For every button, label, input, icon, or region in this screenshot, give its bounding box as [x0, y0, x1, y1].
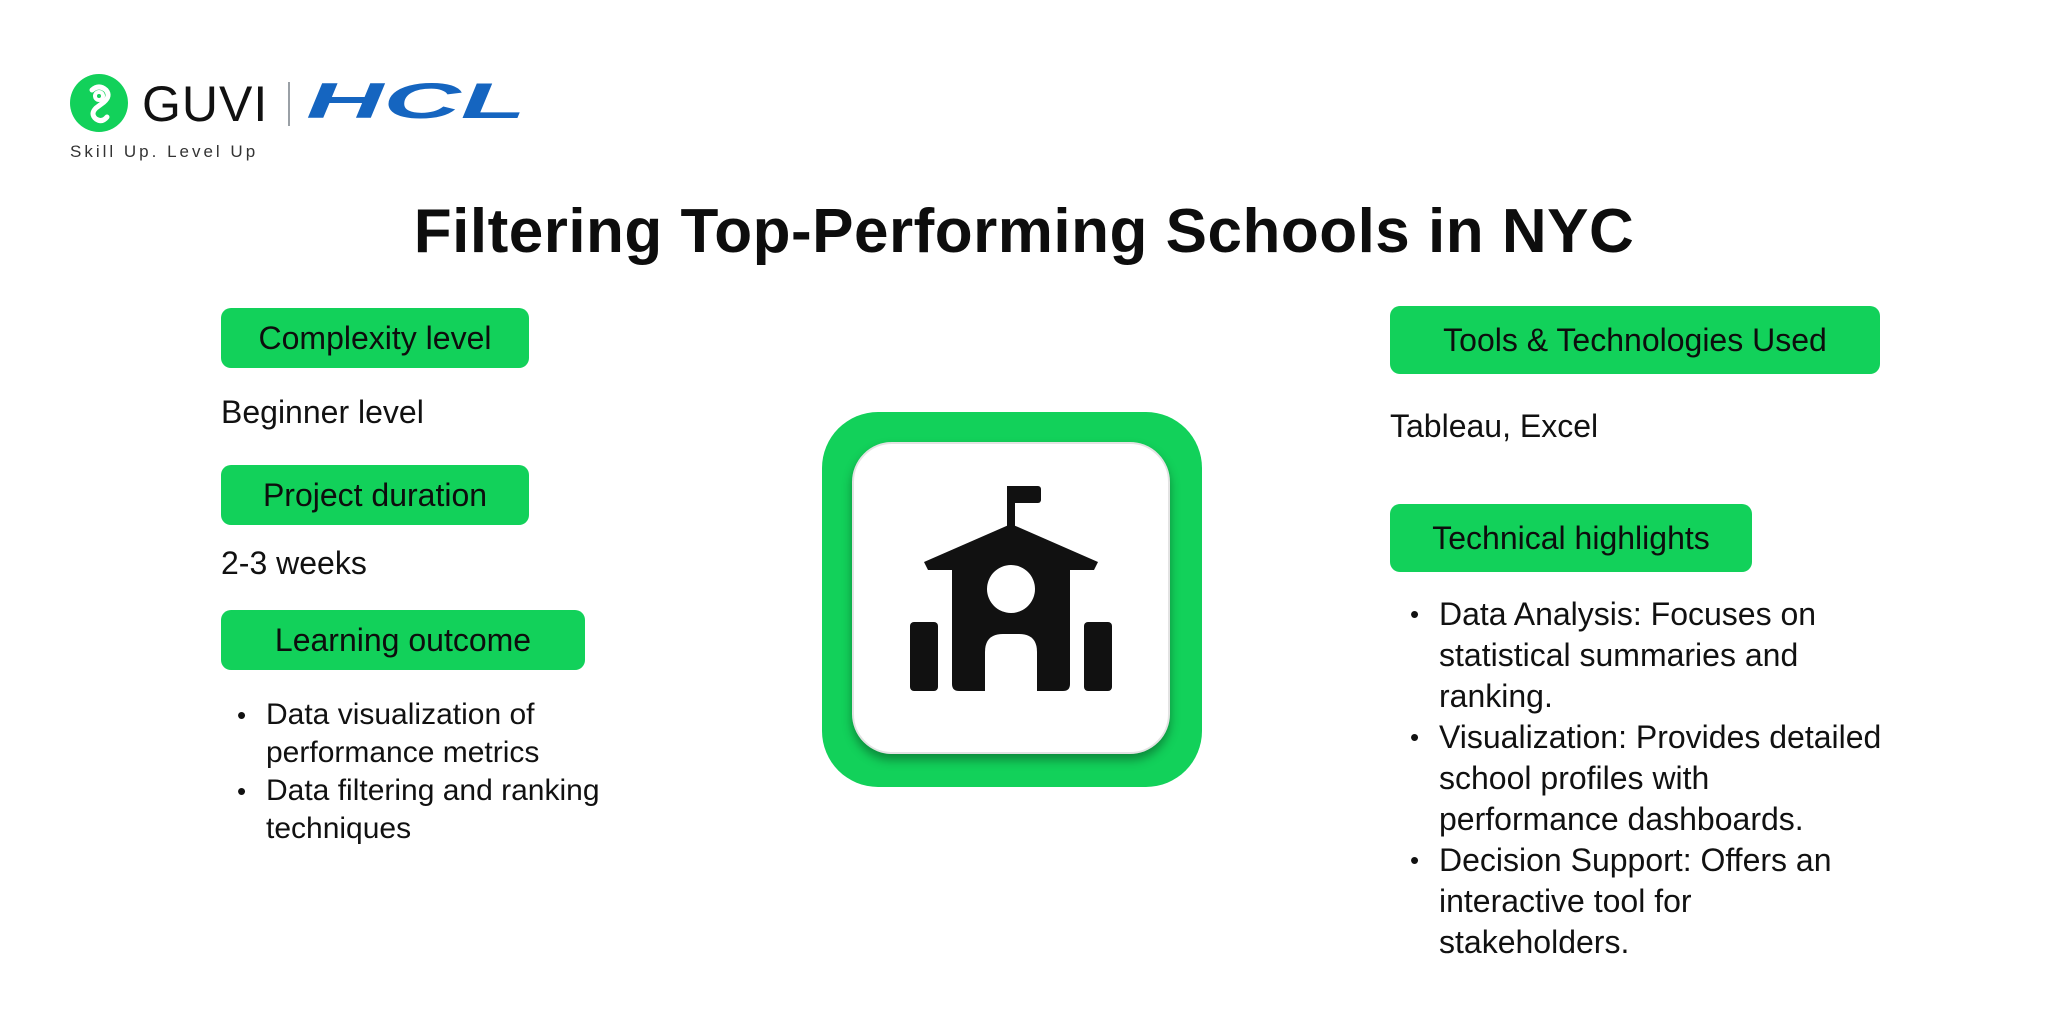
list-item: • Decision Support: Offers an interactive tool for stakeholders. — [1394, 840, 1954, 963]
school-building-icon — [854, 444, 1168, 752]
school-icon-tile — [822, 412, 1202, 787]
logo-divider — [288, 82, 290, 126]
project-duration-value: 2-3 weeks — [221, 545, 367, 581]
guvi-wordmark: GUVI — [142, 76, 269, 132]
brand-logo — [70, 74, 590, 164]
list-item: • Data filtering and ranking techniques — [221, 772, 741, 848]
complexity-level-badge: Complexity level — [221, 308, 529, 368]
list-item: • Visualization: Provides detailed school profiles with performance dashboards. — [1394, 717, 1954, 840]
project-duration-badge: Project duration — [221, 465, 529, 525]
brand-tagline: Skill Up. Level Up — [70, 142, 259, 161]
tools-technologies-badge: Tools & Technologies Used — [1390, 306, 1880, 374]
page-title: Filtering Top-Performing Schools in NYC — [413, 197, 1635, 266]
technical-highlights-badge: Technical highlights — [1390, 504, 1752, 572]
complexity-level-value: Beginner level — [221, 394, 424, 430]
tools-technologies-value: Tableau, Excel — [1390, 408, 1599, 444]
hcl-logo-icon — [306, 80, 530, 124]
learning-outcome-badge: Learning outcome — [221, 610, 585, 670]
school-icon-frame — [852, 442, 1170, 754]
list-item: • Data Analysis: Focuses on statistical summaries and ranking. — [1394, 594, 1954, 717]
list-item: • Data visualization of performance metrics — [221, 696, 741, 772]
guvi-logo-icon — [70, 74, 128, 132]
learning-outcome-list — [221, 696, 741, 848]
technical-highlights-list — [1394, 594, 1954, 963]
hcl-wordmark: HCL — [306, 80, 526, 124]
